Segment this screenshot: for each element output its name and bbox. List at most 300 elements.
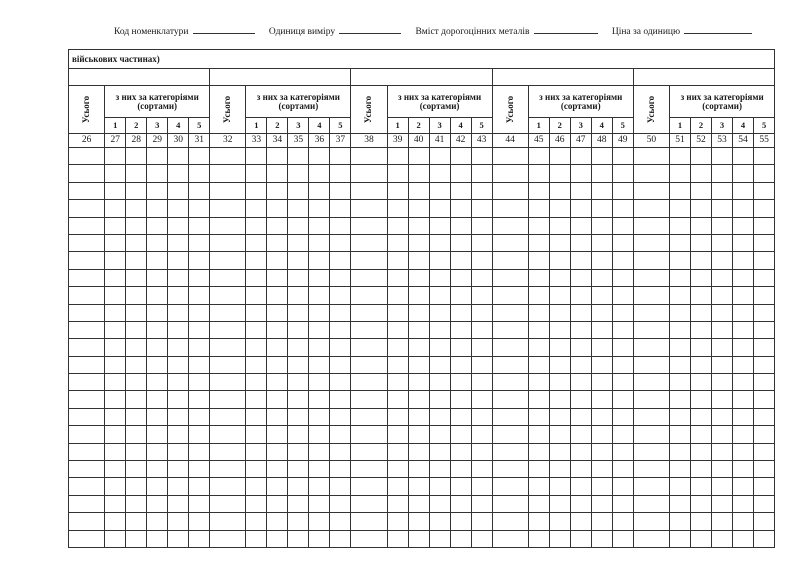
table-cell[interactable]	[591, 252, 612, 269]
table-cell[interactable]	[330, 200, 351, 217]
table-cell[interactable]	[732, 443, 753, 460]
table-cell[interactable]	[330, 495, 351, 512]
table-cell[interactable]	[591, 148, 612, 165]
table-cell[interactable]	[69, 356, 105, 373]
table-cell[interactable]	[189, 426, 210, 443]
table-cell[interactable]	[471, 148, 492, 165]
table-cell[interactable]	[69, 252, 105, 269]
table-cell[interactable]	[690, 269, 711, 286]
table-cell[interactable]	[429, 304, 450, 321]
table-cell[interactable]	[570, 391, 591, 408]
table-cell[interactable]	[471, 269, 492, 286]
table-cell[interactable]	[570, 200, 591, 217]
table-cell[interactable]	[246, 287, 267, 304]
table-cell[interactable]	[450, 287, 471, 304]
table-cell[interactable]	[669, 495, 690, 512]
table-cell[interactable]	[549, 391, 570, 408]
table-cell[interactable]	[351, 165, 387, 182]
table-cell[interactable]	[351, 269, 387, 286]
table-cell[interactable]	[633, 148, 669, 165]
table-cell[interactable]	[690, 182, 711, 199]
table-cell[interactable]	[288, 443, 309, 460]
table-cell[interactable]	[387, 252, 408, 269]
table-cell[interactable]	[753, 200, 774, 217]
table-cell[interactable]	[591, 200, 612, 217]
table-cell[interactable]	[633, 339, 669, 356]
table-cell[interactable]	[612, 530, 633, 547]
table-cell[interactable]	[732, 321, 753, 338]
table-cell[interactable]	[450, 461, 471, 478]
table-cell[interactable]	[591, 304, 612, 321]
table-cell[interactable]	[387, 356, 408, 373]
table-cell[interactable]	[690, 478, 711, 495]
table-cell[interactable]	[126, 408, 147, 425]
table-cell[interactable]	[189, 356, 210, 373]
table-cell[interactable]	[246, 321, 267, 338]
table-cell[interactable]	[471, 513, 492, 530]
table-cell[interactable]	[591, 513, 612, 530]
table-cell[interactable]	[168, 200, 189, 217]
table-cell[interactable]	[528, 217, 549, 234]
table-cell[interactable]	[612, 304, 633, 321]
table-cell[interactable]	[429, 217, 450, 234]
table-cell[interactable]	[288, 304, 309, 321]
table-cell[interactable]	[309, 339, 330, 356]
table-cell[interactable]	[408, 252, 429, 269]
table-cell[interactable]	[732, 148, 753, 165]
table-cell[interactable]	[528, 461, 549, 478]
table-cell[interactable]	[105, 408, 126, 425]
table-cell[interactable]	[570, 148, 591, 165]
table-cell[interactable]	[147, 269, 168, 286]
table-cell[interactable]	[690, 148, 711, 165]
table-cell[interactable]	[351, 374, 387, 391]
table-cell[interactable]	[408, 165, 429, 182]
table-cell[interactable]	[732, 217, 753, 234]
table-cell[interactable]	[105, 391, 126, 408]
table-cell[interactable]	[669, 408, 690, 425]
table-cell[interactable]	[147, 356, 168, 373]
header-field-blank[interactable]	[339, 24, 401, 34]
table-cell[interactable]	[147, 513, 168, 530]
table-cell[interactable]	[309, 374, 330, 391]
header-field-blank[interactable]	[684, 24, 752, 34]
table-cell[interactable]	[492, 426, 528, 443]
table-cell[interactable]	[168, 252, 189, 269]
table-cell[interactable]	[189, 252, 210, 269]
table-cell[interactable]	[492, 443, 528, 460]
table-cell[interactable]	[612, 339, 633, 356]
table-cell[interactable]	[330, 165, 351, 182]
table-cell[interactable]	[570, 182, 591, 199]
table-cell[interactable]	[351, 356, 387, 373]
table-cell[interactable]	[669, 234, 690, 251]
table-cell[interactable]	[669, 513, 690, 530]
table-cell[interactable]	[471, 252, 492, 269]
table-cell[interactable]	[189, 374, 210, 391]
table-cell[interactable]	[690, 461, 711, 478]
table-cell[interactable]	[450, 443, 471, 460]
table-cell[interactable]	[69, 304, 105, 321]
table-cell[interactable]	[105, 443, 126, 460]
table-cell[interactable]	[633, 252, 669, 269]
table-cell[interactable]	[69, 374, 105, 391]
table-cell[interactable]	[351, 495, 387, 512]
table-cell[interactable]	[591, 321, 612, 338]
table-cell[interactable]	[267, 287, 288, 304]
table-cell[interactable]	[690, 200, 711, 217]
table-cell[interactable]	[69, 182, 105, 199]
group-header-cell[interactable]	[210, 69, 351, 86]
table-cell[interactable]	[246, 495, 267, 512]
table-cell[interactable]	[210, 304, 246, 321]
table-cell[interactable]	[189, 269, 210, 286]
table-cell[interactable]	[387, 217, 408, 234]
table-cell[interactable]	[492, 200, 528, 217]
table-cell[interactable]	[429, 321, 450, 338]
table-cell[interactable]	[189, 391, 210, 408]
table-cell[interactable]	[288, 217, 309, 234]
table-cell[interactable]	[126, 356, 147, 373]
table-cell[interactable]	[591, 165, 612, 182]
table-cell[interactable]	[105, 165, 126, 182]
table-cell[interactable]	[591, 478, 612, 495]
table-cell[interactable]	[570, 374, 591, 391]
table-cell[interactable]	[246, 252, 267, 269]
table-cell[interactable]	[711, 217, 732, 234]
table-cell[interactable]	[387, 287, 408, 304]
table-cell[interactable]	[612, 356, 633, 373]
table-cell[interactable]	[387, 391, 408, 408]
table-cell[interactable]	[210, 426, 246, 443]
table-cell[interactable]	[267, 252, 288, 269]
table-cell[interactable]	[753, 165, 774, 182]
table-cell[interactable]	[711, 408, 732, 425]
table-cell[interactable]	[690, 530, 711, 547]
table-cell[interactable]	[126, 252, 147, 269]
table-cell[interactable]	[126, 287, 147, 304]
table-cell[interactable]	[570, 530, 591, 547]
table-cell[interactable]	[549, 252, 570, 269]
table-cell[interactable]	[267, 530, 288, 547]
table-cell[interactable]	[189, 234, 210, 251]
table-cell[interactable]	[690, 513, 711, 530]
table-cell[interactable]	[591, 234, 612, 251]
table-cell[interactable]	[612, 252, 633, 269]
table-cell[interactable]	[450, 478, 471, 495]
table-cell[interactable]	[471, 495, 492, 512]
table-cell[interactable]	[669, 478, 690, 495]
table-cell[interactable]	[189, 461, 210, 478]
table-cell[interactable]	[711, 356, 732, 373]
table-cell[interactable]	[330, 182, 351, 199]
table-cell[interactable]	[267, 165, 288, 182]
table-cell[interactable]	[669, 252, 690, 269]
table-cell[interactable]	[210, 339, 246, 356]
table-cell[interactable]	[105, 513, 126, 530]
table-cell[interactable]	[753, 304, 774, 321]
table-cell[interactable]	[147, 182, 168, 199]
table-cell[interactable]	[450, 495, 471, 512]
table-cell[interactable]	[450, 217, 471, 234]
table-cell[interactable]	[69, 443, 105, 460]
table-cell[interactable]	[105, 495, 126, 512]
table-cell[interactable]	[492, 182, 528, 199]
table-cell[interactable]	[309, 287, 330, 304]
table-cell[interactable]	[450, 200, 471, 217]
table-cell[interactable]	[690, 426, 711, 443]
table-cell[interactable]	[168, 408, 189, 425]
table-cell[interactable]	[549, 495, 570, 512]
table-cell[interactable]	[429, 391, 450, 408]
table-cell[interactable]	[549, 478, 570, 495]
table-cell[interactable]	[189, 443, 210, 460]
table-cell[interactable]	[732, 287, 753, 304]
table-cell[interactable]	[732, 304, 753, 321]
table-cell[interactable]	[711, 287, 732, 304]
table-cell[interactable]	[408, 443, 429, 460]
table-cell[interactable]	[69, 165, 105, 182]
table-cell[interactable]	[471, 287, 492, 304]
table-cell[interactable]	[189, 339, 210, 356]
table-cell[interactable]	[690, 408, 711, 425]
table-cell[interactable]	[330, 513, 351, 530]
table-cell[interactable]	[168, 513, 189, 530]
table-cell[interactable]	[528, 408, 549, 425]
table-cell[interactable]	[753, 443, 774, 460]
table-cell[interactable]	[168, 182, 189, 199]
table-cell[interactable]	[408, 513, 429, 530]
table-cell[interactable]	[408, 269, 429, 286]
table-cell[interactable]	[633, 530, 669, 547]
table-cell[interactable]	[570, 461, 591, 478]
table-cell[interactable]	[711, 391, 732, 408]
table-cell[interactable]	[429, 182, 450, 199]
table-cell[interactable]	[612, 443, 633, 460]
table-cell[interactable]	[105, 461, 126, 478]
group-header-cell[interactable]	[492, 69, 633, 86]
table-cell[interactable]	[669, 461, 690, 478]
table-cell[interactable]	[690, 287, 711, 304]
table-cell[interactable]	[69, 461, 105, 478]
table-cell[interactable]	[669, 287, 690, 304]
table-cell[interactable]	[147, 478, 168, 495]
table-cell[interactable]	[189, 165, 210, 182]
table-cell[interactable]	[105, 200, 126, 217]
table-cell[interactable]	[147, 304, 168, 321]
table-cell[interactable]	[168, 495, 189, 512]
table-cell[interactable]	[267, 374, 288, 391]
table-cell[interactable]	[309, 252, 330, 269]
table-cell[interactable]	[471, 408, 492, 425]
table-cell[interactable]	[267, 200, 288, 217]
table-cell[interactable]	[528, 495, 549, 512]
table-cell[interactable]	[732, 461, 753, 478]
table-cell[interactable]	[570, 287, 591, 304]
table-cell[interactable]	[669, 321, 690, 338]
table-cell[interactable]	[633, 304, 669, 321]
table-cell[interactable]	[267, 426, 288, 443]
table-cell[interactable]	[210, 200, 246, 217]
table-cell[interactable]	[408, 200, 429, 217]
table-cell[interactable]	[168, 356, 189, 373]
table-cell[interactable]	[387, 374, 408, 391]
table-cell[interactable]	[168, 478, 189, 495]
table-cell[interactable]	[246, 391, 267, 408]
table-cell[interactable]	[126, 148, 147, 165]
table-cell[interactable]	[753, 182, 774, 199]
table-cell[interactable]	[471, 304, 492, 321]
table-cell[interactable]	[549, 165, 570, 182]
table-cell[interactable]	[591, 339, 612, 356]
table-cell[interactable]	[408, 374, 429, 391]
table-cell[interactable]	[570, 408, 591, 425]
table-cell[interactable]	[633, 356, 669, 373]
table-cell[interactable]	[669, 374, 690, 391]
table-cell[interactable]	[612, 217, 633, 234]
table-cell[interactable]	[288, 374, 309, 391]
table-cell[interactable]	[711, 165, 732, 182]
table-cell[interactable]	[492, 287, 528, 304]
table-cell[interactable]	[210, 443, 246, 460]
table-cell[interactable]	[351, 252, 387, 269]
table-cell[interactable]	[612, 269, 633, 286]
table-cell[interactable]	[351, 287, 387, 304]
table-cell[interactable]	[549, 287, 570, 304]
table-cell[interactable]	[246, 217, 267, 234]
table-cell[interactable]	[105, 321, 126, 338]
table-cell[interactable]	[267, 461, 288, 478]
table-cell[interactable]	[492, 339, 528, 356]
table-cell[interactable]	[429, 426, 450, 443]
table-cell[interactable]	[408, 304, 429, 321]
table-cell[interactable]	[330, 408, 351, 425]
table-cell[interactable]	[387, 200, 408, 217]
table-cell[interactable]	[591, 461, 612, 478]
table-cell[interactable]	[549, 269, 570, 286]
table-cell[interactable]	[669, 356, 690, 373]
table-cell[interactable]	[549, 461, 570, 478]
table-cell[interactable]	[210, 408, 246, 425]
table-cell[interactable]	[330, 391, 351, 408]
table-cell[interactable]	[309, 234, 330, 251]
table-cell[interactable]	[570, 339, 591, 356]
table-cell[interactable]	[471, 182, 492, 199]
table-cell[interactable]	[351, 234, 387, 251]
table-cell[interactable]	[69, 513, 105, 530]
table-cell[interactable]	[471, 391, 492, 408]
table-cell[interactable]	[351, 339, 387, 356]
table-cell[interactable]	[408, 495, 429, 512]
table-cell[interactable]	[69, 495, 105, 512]
table-cell[interactable]	[429, 513, 450, 530]
table-cell[interactable]	[570, 478, 591, 495]
table-cell[interactable]	[429, 495, 450, 512]
table-cell[interactable]	[732, 408, 753, 425]
table-cell[interactable]	[549, 443, 570, 460]
table-cell[interactable]	[753, 461, 774, 478]
table-cell[interactable]	[189, 495, 210, 512]
table-cell[interactable]	[669, 391, 690, 408]
table-cell[interactable]	[669, 217, 690, 234]
table-cell[interactable]	[492, 408, 528, 425]
table-cell[interactable]	[528, 148, 549, 165]
table-cell[interactable]	[633, 443, 669, 460]
table-cell[interactable]	[669, 304, 690, 321]
table-cell[interactable]	[330, 217, 351, 234]
table-cell[interactable]	[471, 234, 492, 251]
table-cell[interactable]	[732, 426, 753, 443]
table-cell[interactable]	[105, 252, 126, 269]
table-cell[interactable]	[267, 478, 288, 495]
table-cell[interactable]	[528, 443, 549, 460]
table-cell[interactable]	[168, 269, 189, 286]
table-cell[interactable]	[309, 391, 330, 408]
table-cell[interactable]	[168, 530, 189, 547]
group-header-cell[interactable]	[351, 69, 492, 86]
table-cell[interactable]	[168, 287, 189, 304]
table-cell[interactable]	[549, 148, 570, 165]
table-cell[interactable]	[147, 287, 168, 304]
table-cell[interactable]	[351, 304, 387, 321]
table-cell[interactable]	[711, 478, 732, 495]
table-cell[interactable]	[246, 304, 267, 321]
table-cell[interactable]	[753, 252, 774, 269]
table-cell[interactable]	[492, 513, 528, 530]
table-cell[interactable]	[105, 478, 126, 495]
table-cell[interactable]	[612, 148, 633, 165]
table-cell[interactable]	[450, 374, 471, 391]
table-cell[interactable]	[612, 321, 633, 338]
table-cell[interactable]	[429, 165, 450, 182]
table-cell[interactable]	[450, 269, 471, 286]
table-cell[interactable]	[309, 165, 330, 182]
table-cell[interactable]	[309, 182, 330, 199]
table-cell[interactable]	[711, 304, 732, 321]
table-cell[interactable]	[570, 269, 591, 286]
table-cell[interactable]	[711, 182, 732, 199]
table-cell[interactable]	[126, 513, 147, 530]
table-cell[interactable]	[669, 443, 690, 460]
table-cell[interactable]	[591, 356, 612, 373]
table-cell[interactable]	[690, 234, 711, 251]
table-cell[interactable]	[570, 356, 591, 373]
table-cell[interactable]	[408, 182, 429, 199]
table-cell[interactable]	[189, 321, 210, 338]
table-cell[interactable]	[471, 374, 492, 391]
table-cell[interactable]	[591, 374, 612, 391]
table-cell[interactable]	[528, 252, 549, 269]
table-cell[interactable]	[351, 408, 387, 425]
table-cell[interactable]	[246, 200, 267, 217]
table-cell[interactable]	[612, 200, 633, 217]
table-cell[interactable]	[330, 443, 351, 460]
table-cell[interactable]	[267, 443, 288, 460]
table-cell[interactable]	[711, 252, 732, 269]
group-header-cell[interactable]	[69, 69, 210, 86]
table-cell[interactable]	[408, 530, 429, 547]
table-cell[interactable]	[69, 287, 105, 304]
table-cell[interactable]	[528, 165, 549, 182]
table-cell[interactable]	[549, 408, 570, 425]
table-cell[interactable]	[330, 339, 351, 356]
table-cell[interactable]	[429, 374, 450, 391]
table-cell[interactable]	[471, 200, 492, 217]
table-cell[interactable]	[69, 269, 105, 286]
table-cell[interactable]	[492, 252, 528, 269]
table-cell[interactable]	[471, 530, 492, 547]
table-cell[interactable]	[633, 182, 669, 199]
